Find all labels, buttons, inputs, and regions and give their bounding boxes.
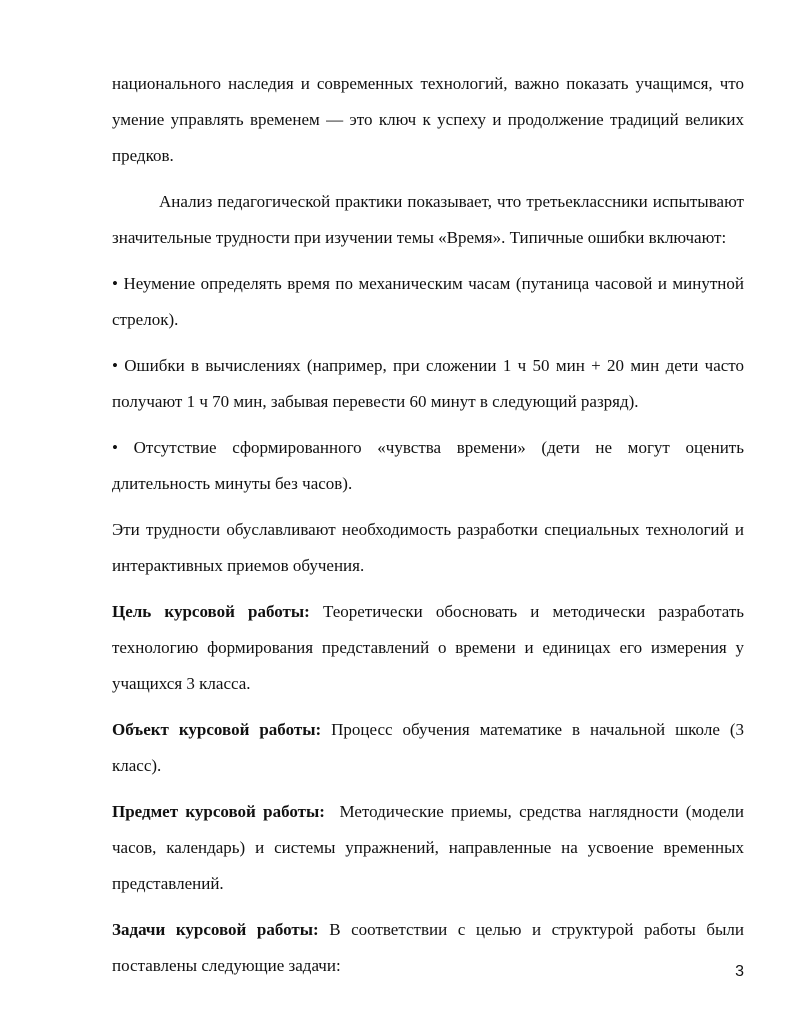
page-body bbox=[112, 66, 749, 984]
paragraph-difficulties: Эти трудности обуславливают необходимость разработки специальных технологий и интерактивных приемов обучения. bbox=[112, 520, 744, 575]
paragraph-goal bbox=[112, 594, 744, 702]
goal-text: Теоретически обосновать и методически разработать технологию формирования представлений о времени и единицах его измерения у учащихся 3 класса. bbox=[112, 602, 745, 693]
paragraph-object bbox=[112, 712, 744, 784]
page-number: 3 bbox=[735, 963, 744, 980]
object-label: Объект курсовой работы: bbox=[112, 720, 322, 739]
subject-label: Предмет курсовой работы: bbox=[112, 802, 325, 821]
bullet-time-sense: • Отсутствие сформированного «чувства времени» (дети не могут оценить длительность минуты без часов). bbox=[112, 438, 744, 493]
paragraph-heritage: национального наследия и современных технологий, важно показать учащимся, что умение управлять временем — это ключ к успеху и продолжение традиций великих предков. bbox=[112, 74, 744, 165]
paragraph-subject bbox=[112, 794, 749, 902]
paragraph-tasks bbox=[112, 912, 744, 984]
object-text: Процесс обучения математике в начальной школе (3 класс). bbox=[112, 720, 744, 775]
bullet-calculation-errors: • Ошибки в вычислениях (например, при сложении 1 ч 50 мин + 20 мин дети часто получают 1 ч 70 мин, забывая перевести 60 минут в следующий разряд). bbox=[112, 356, 744, 411]
tasks-text: В соответствии с целью и структурой работы были поставлены следующие задачи: bbox=[112, 920, 744, 975]
subject-text: Методические приемы, средства наглядности (модели часов, календарь) и системы упражнений, направленные на усвоение временных представлений. bbox=[112, 802, 749, 893]
paragraph-analysis: Анализ педагогической практики показывает, что третьеклассники испытывают значительные трудности при изучении темы «Время». Типичные ошибки включают: bbox=[112, 192, 744, 247]
tasks-label: Задачи курсовой работы: bbox=[112, 920, 319, 939]
bullet-clock-reading: • Неумение определять время по механическим часам (путаница часовой и минутной стрелок). bbox=[112, 274, 744, 329]
goal-label: Цель курсовой работы: bbox=[112, 602, 310, 621]
